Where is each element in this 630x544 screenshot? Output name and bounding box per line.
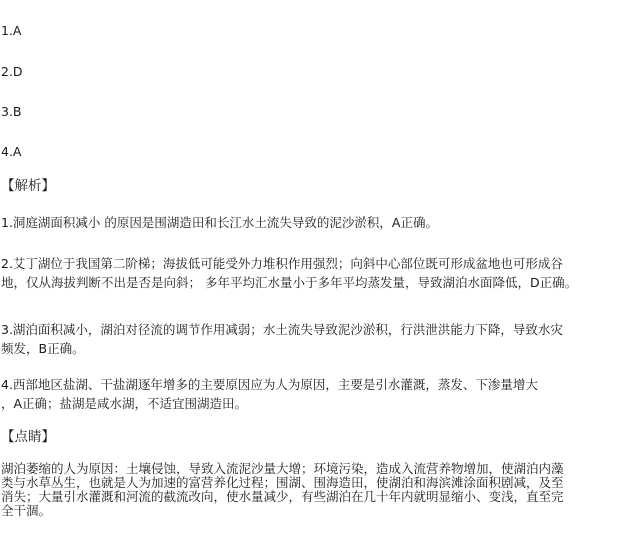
analysis-paragraph-1 — [1, 213, 627, 232]
answer-item-1: 1.A — [1, 23, 22, 38]
comment-heading: 【点睛】 — [1, 429, 55, 445]
analysis-line: 3.湖泊面积减小，湖泊对径流的调节作用减弱；水土流失导致泥沙淤积，行洪泄洪能力下降，导致水灾 — [1, 322, 563, 337]
analysis-line: 地，仅从海拔判断不出是否是向斜； 多年平均汇水量小于多年平均蒸发量，导致湖泊水面降低，D正确。 — [1, 275, 578, 290]
answer-item-3: 3.B — [1, 104, 22, 119]
comment-line: 类与水草丛生，也就是人为加速的富营养化过程；围湖、围海造田，使湖泊和海滨滩涂面积剧减，及至 — [1, 475, 564, 490]
analysis-paragraph-2 — [1, 254, 627, 292]
analysis-heading: 【解析】 — [1, 178, 55, 194]
analysis-paragraph-3 — [1, 320, 627, 358]
analysis-paragraph-4 — [1, 375, 627, 413]
comment-line: 消失；大量引水灌溉和河流的截流改向，使水量减少，有些湖泊在几十年内就明显缩小、变浅，直至完 — [1, 489, 564, 504]
comment-paragraph — [1, 462, 627, 518]
comment-line: 湖泊萎缩的人为原因：土壤侵蚀，导致入流泥沙量大增；环境污染，造成入流营养物增加，使湖泊内藻 — [1, 461, 564, 476]
analysis-line: 2.艾丁湖位于我国第二阶梯；海拔低可能受外力堆积作用强烈；向斜中心部位既可形成盆地也可形成谷 — [1, 256, 563, 271]
answer-item-4: 4.A — [1, 144, 22, 159]
analysis-line: 频发，B正确。 — [1, 341, 85, 356]
analysis-line: ，A正确；盐湖是咸水湖，不适宜围湖造田。 — [1, 396, 248, 411]
comment-line: 全干涸。 — [1, 503, 52, 518]
answer-item-2: 2.D — [1, 64, 23, 79]
analysis-line: 1.洞庭湖面积减小 的原因是围湖造田和长江水土流失导致的泥沙淤积，A正确。 — [1, 215, 438, 230]
analysis-line: 4.西部地区盐湖、干盐湖逐年增多的主要原因应为人为原因，主要是引水灌溉，蒸发、下渗量增大 — [1, 377, 538, 392]
